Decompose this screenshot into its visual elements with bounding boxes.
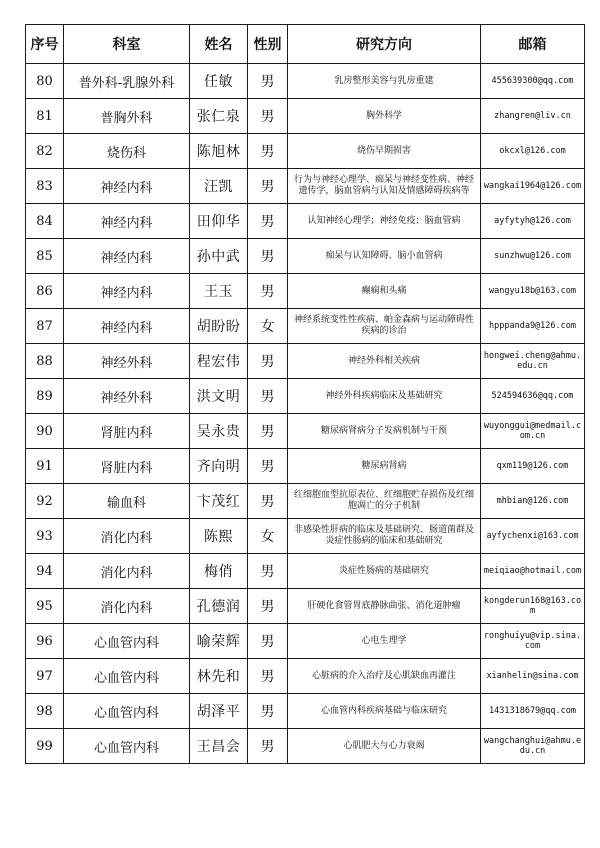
research-direction-cell: 神经系统变性性疾病、帕金森病与运动障碍性疾病的诊治 [288, 309, 481, 344]
email-cell: okcxl@126.com [481, 134, 585, 169]
research-direction-cell: 非感染性肝病的临床及基础研究、肠道菌群及炎症性肠病的临床和基础研究 [288, 519, 481, 554]
name-cell: 梅俏 [190, 554, 248, 589]
table-row [26, 554, 585, 589]
department-cell: 神经内科 [64, 169, 190, 204]
research-direction-cell: 烧伤早期损害 [288, 134, 481, 169]
row-number: 89 [26, 379, 64, 414]
research-direction-cell: 心电生理学 [288, 624, 481, 659]
email-cell: 1431318679@qq.com [481, 694, 585, 729]
research-direction-cell: 胸外科学 [288, 99, 481, 134]
department-cell: 心血管内科 [64, 659, 190, 694]
table-row [26, 624, 585, 659]
row-number: 82 [26, 134, 64, 169]
department-cell: 神经内科 [64, 239, 190, 274]
email-cell: qxm119@126.com [481, 449, 585, 484]
gender-cell: 男 [248, 379, 288, 414]
name-cell: 林先和 [190, 659, 248, 694]
gender-cell: 男 [248, 99, 288, 134]
email-cell: wangchanghui@ahmu.edu.cn [481, 729, 585, 764]
table-row [26, 64, 585, 99]
research-direction-cell: 乳房整形美容与乳房重建 [288, 64, 481, 99]
name-cell: 孙中武 [190, 239, 248, 274]
research-direction-cell: 心血管内科疾病基础与临床研究 [288, 694, 481, 729]
table-row [26, 274, 585, 309]
research-direction-cell: 神经外科相关疾病 [288, 344, 481, 379]
row-number: 86 [26, 274, 64, 309]
department-cell: 心血管内科 [64, 694, 190, 729]
research-direction-cell: 糖尿病肾病分子发病机制与干预 [288, 414, 481, 449]
header-number: 序号 [26, 25, 64, 64]
row-number: 97 [26, 659, 64, 694]
department-cell: 肾脏内科 [64, 449, 190, 484]
name-cell: 田仰华 [190, 204, 248, 239]
department-cell: 消化内科 [64, 554, 190, 589]
table-row [26, 169, 585, 204]
gender-cell: 男 [248, 729, 288, 764]
department-cell: 神经内科 [64, 274, 190, 309]
faculty-table [25, 24, 585, 764]
email-cell: meiqiao@hotmail.com [481, 554, 585, 589]
research-direction-cell: 红细胞血型抗原表位、红细胞贮存损伤及红细胞凋亡的分子机制 [288, 484, 481, 519]
row-number: 93 [26, 519, 64, 554]
table-row [26, 204, 585, 239]
table-row [26, 659, 585, 694]
row-number: 92 [26, 484, 64, 519]
row-number: 81 [26, 99, 64, 134]
name-cell: 齐向明 [190, 449, 248, 484]
research-direction-cell: 神经外科疾病临床及基础研究 [288, 379, 481, 414]
gender-cell: 男 [248, 64, 288, 99]
table-row [26, 484, 585, 519]
row-number: 91 [26, 449, 64, 484]
header-gender: 性别 [248, 25, 288, 64]
department-cell: 心血管内科 [64, 624, 190, 659]
department-cell: 肾脏内科 [64, 414, 190, 449]
email-cell: hongwei.cheng@ahmu.edu.cn [481, 344, 585, 379]
email-cell: wuyonggui@medmail.com.cn [481, 414, 585, 449]
name-cell: 陈熙 [190, 519, 248, 554]
name-cell: 张仁泉 [190, 99, 248, 134]
research-direction-cell: 痴呆与认知障碍、脑小血管病 [288, 239, 481, 274]
row-number: 96 [26, 624, 64, 659]
name-cell: 孔德润 [190, 589, 248, 624]
table-row [26, 379, 585, 414]
department-cell: 神经外科 [64, 379, 190, 414]
table-row [26, 99, 585, 134]
department-cell: 输血科 [64, 484, 190, 519]
gender-cell: 男 [248, 414, 288, 449]
research-direction-cell: 糖尿病肾病 [288, 449, 481, 484]
table-row [26, 694, 585, 729]
row-number: 83 [26, 169, 64, 204]
table-row [26, 239, 585, 274]
department-cell: 普外科-乳腺外科 [64, 64, 190, 99]
gender-cell: 男 [248, 204, 288, 239]
row-number: 90 [26, 414, 64, 449]
research-direction-cell: 行为与神经心理学、痴呆与神经变性病、神经遗传学，脑血管病与认知及情感障碍疾病等 [288, 169, 481, 204]
gender-cell: 男 [248, 449, 288, 484]
table-row [26, 414, 585, 449]
gender-cell: 男 [248, 344, 288, 379]
department-cell: 神经内科 [64, 204, 190, 239]
research-direction-cell: 炎症性肠病的基础研究 [288, 554, 481, 589]
department-cell: 神经内科 [64, 309, 190, 344]
name-cell: 王玉 [190, 274, 248, 309]
row-number: 88 [26, 344, 64, 379]
email-cell: wangyu18b@163.com [481, 274, 585, 309]
row-number: 87 [26, 309, 64, 344]
name-cell: 程宏伟 [190, 344, 248, 379]
row-number: 85 [26, 239, 64, 274]
email-cell: ayfychenxi@163.com [481, 519, 585, 554]
name-cell: 陈旭林 [190, 134, 248, 169]
email-cell: ronghuiyu@vip.sina.com [481, 624, 585, 659]
header-email: 邮箱 [481, 25, 585, 64]
row-number: 80 [26, 64, 64, 99]
email-cell: 524594636@qq.com [481, 379, 585, 414]
gender-cell: 女 [248, 519, 288, 554]
table-header [26, 25, 585, 64]
email-cell: sunzhwu@126.com [481, 239, 585, 274]
department-cell: 烧伤科 [64, 134, 190, 169]
name-cell: 汪凯 [190, 169, 248, 204]
research-direction-cell: 心肌肥大与心力衰竭 [288, 729, 481, 764]
table-row [26, 519, 585, 554]
name-cell: 吴永贵 [190, 414, 248, 449]
name-cell: 王昌会 [190, 729, 248, 764]
name-cell: 洪文明 [190, 379, 248, 414]
row-number: 98 [26, 694, 64, 729]
row-number: 95 [26, 589, 64, 624]
name-cell: 胡盼盼 [190, 309, 248, 344]
table-row [26, 729, 585, 764]
table-row [26, 589, 585, 624]
gender-cell: 男 [248, 589, 288, 624]
gender-cell: 男 [248, 659, 288, 694]
table-body [26, 64, 585, 764]
name-cell: 任敏 [190, 64, 248, 99]
table-row [26, 309, 585, 344]
email-cell: mhbian@126.com [481, 484, 585, 519]
department-cell: 消化内科 [64, 519, 190, 554]
row-number: 84 [26, 204, 64, 239]
gender-cell: 男 [248, 554, 288, 589]
department-cell: 神经外科 [64, 344, 190, 379]
gender-cell: 男 [248, 274, 288, 309]
row-number: 94 [26, 554, 64, 589]
email-cell: xianhelin@sina.com [481, 659, 585, 694]
header-department: 科室 [64, 25, 190, 64]
email-cell: 455639300@qq.com [481, 64, 585, 99]
email-cell: wangkai1964@126.com [481, 169, 585, 204]
department-cell: 普胸外科 [64, 99, 190, 134]
gender-cell: 男 [248, 239, 288, 274]
gender-cell: 男 [248, 169, 288, 204]
name-cell: 胡泽平 [190, 694, 248, 729]
gender-cell: 男 [248, 624, 288, 659]
email-cell: hpppanda9@126.com [481, 309, 585, 344]
email-cell: ayfytyh@126.com [481, 204, 585, 239]
name-cell: 喻荣辉 [190, 624, 248, 659]
header-research-direction: 研究方向 [288, 25, 481, 64]
gender-cell: 男 [248, 484, 288, 519]
gender-cell: 男 [248, 694, 288, 729]
table-row [26, 344, 585, 379]
table-row [26, 134, 585, 169]
research-direction-cell: 肝硬化食管胃底静脉曲张、消化道肿瘤 [288, 589, 481, 624]
email-cell: zhangren@liv.cn [481, 99, 585, 134]
gender-cell: 男 [248, 134, 288, 169]
email-cell: kongderun168@163.com [481, 589, 585, 624]
table-row [26, 449, 585, 484]
header-row [26, 25, 585, 64]
research-direction-cell: 心脏病的介入治疗及心肌缺血再灌注 [288, 659, 481, 694]
name-cell: 卞茂红 [190, 484, 248, 519]
department-cell: 消化内科 [64, 589, 190, 624]
header-name: 姓名 [190, 25, 248, 64]
department-cell: 心血管内科 [64, 729, 190, 764]
research-direction-cell: 癫痫和头痛 [288, 274, 481, 309]
row-number: 99 [26, 729, 64, 764]
research-direction-cell: 认知神经心理学；神经免疫；脑血管病 [288, 204, 481, 239]
gender-cell: 女 [248, 309, 288, 344]
